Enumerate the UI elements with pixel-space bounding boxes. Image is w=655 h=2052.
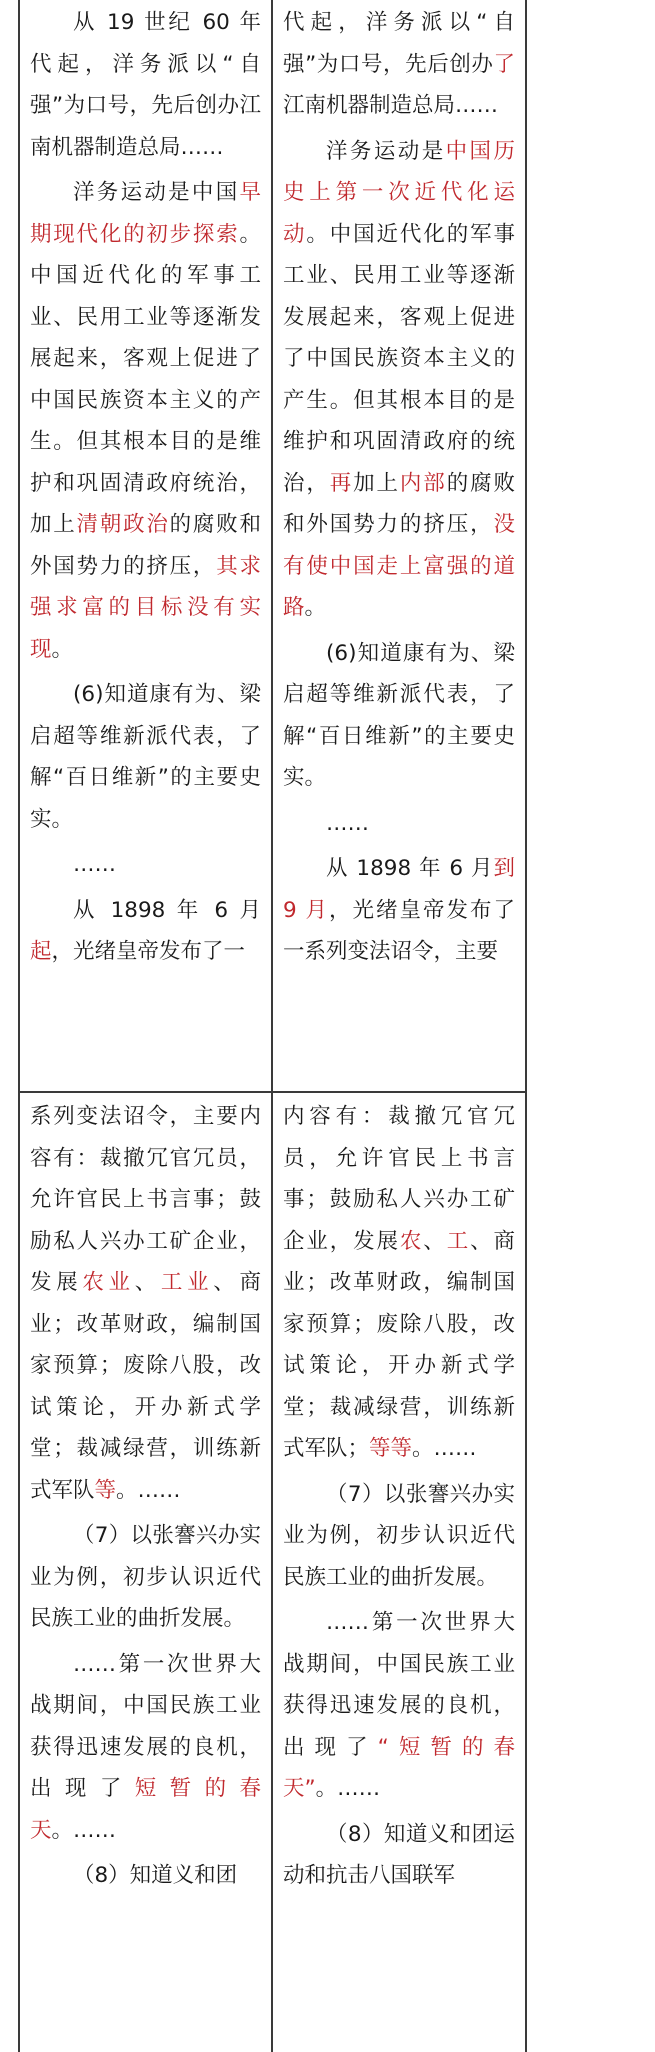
text-run: 洋务运动是中国 [73,180,240,205]
text-run: 的腐败和外国势力的挤压， [283,470,515,537]
text-run: ，光绪皇帝发布了一 [51,939,246,964]
highlighted-text: 没有使中国走上富强的道路 [283,512,515,620]
text-run: （8）知道义和团运动和抗击八国联军 [283,1821,515,1888]
text-run: 从 1898 年 6 月 [73,897,261,923]
highlighted-text: 工 [446,1228,471,1254]
highlighted-text: 到 9 月 [283,856,515,923]
paragraph [283,803,515,845]
cell-top-left-old-text [20,2,271,1090]
paragraph [30,172,261,670]
highlighted-text: 其求强求富的目标没有实现 [30,553,261,662]
highlighted-text: 等等 [369,1436,413,1461]
paragraph [30,1644,261,1852]
text-run: 的腐败和外国势力的挤压， [30,512,261,579]
highlighted-text: 内部 [399,470,447,496]
text-run: 。…… [116,1477,181,1503]
paragraph [30,674,261,840]
highlighted-text: 工业 [160,1270,214,1295]
text-run: 、 [423,1228,447,1254]
text-run: 。 [51,636,74,662]
highlighted-text: 清朝政治 [76,512,170,537]
cell-bottom-left-old-text [20,1096,271,2052]
text-run: 。…… [412,1436,477,1461]
paragraph [283,131,515,629]
text-run: 代起，洋务派以“自强”为口号，先后创办 [283,10,515,77]
text-run: (6)知道康有为、梁启超等维新派代表，了解“百日维新”的主要史实。 [283,640,515,790]
text-run: 、商业；改革财政，编制国家预算；废除八股，改试策论，开办新式学堂；裁减绿营，训练新式军队； [283,1228,515,1461]
highlighted-text: 早期现代化的初步探索 [30,180,261,247]
paragraph [283,1814,515,1897]
text-run: （7）以张謇兴办实业为例，初步认识近代民族工业的曲折发展。 [30,1523,261,1631]
paragraph [30,1096,261,1511]
text-run: …… [326,810,369,836]
text-run: 江南机器制造总局…… [283,93,499,118]
highlighted-text: 起 [30,939,52,964]
text-run: 洋务运动是 [326,138,446,164]
text-run: ……第一次世界大战期间，中国民族工业获得迅速发展的良机，出现了 [283,1610,515,1760]
paragraph [283,1096,515,1470]
text-run: (6)知道康有为、梁启超等维新派代表，了解“百日维新”的主要史实。 [30,682,261,832]
text-run: 内容有：裁撤冗官冗员，允许官民上书言事；鼓励私人兴办工矿企业，发展 [283,1104,515,1254]
highlighted-text: 再 [329,470,354,496]
text-run: （8）知道义和团 [73,1863,238,1888]
highlighted-text: 了 [493,51,515,77]
text-run: 。 [304,595,327,620]
table-row-divider [18,1091,527,1093]
text-run: 。中国近代化的军事工业、民用工业等逐渐发展起来，客观上促进了中国民族资本主义的产生。但其根本目的是维护和巩固清政府的统治， [283,221,515,496]
text-run: 加上 [353,470,400,496]
text-run: 、商业；改革财政，编制国家预算；废除八股，改试策论，开办新式学堂；裁减绿营，训练新式军队 [30,1270,261,1503]
paragraph [30,1515,261,1640]
highlighted-text: “短暂的春天” [283,1734,515,1801]
text-run: …… [73,852,116,877]
highlighted-text: 农业 [82,1270,135,1295]
paragraph [283,1602,515,1810]
text-run: ……第一次世界大战期间，中国民族工业获得迅速发展的良机，出现了 [30,1651,261,1801]
text-run: 从 19 世纪 60 年代起，洋务派以“自强”为口号，先后创办江南机器制造总局…… [30,10,261,160]
paragraph [30,2,261,168]
text-run: 系列变法诏令，主要内容有：裁撤冗官冗员，允许官民上书言事；鼓励私人兴办工矿企业，发展 [30,1104,261,1295]
table-border-right [525,0,527,2052]
cell-top-right-new-text [273,2,525,1090]
highlighted-text: 短暂的春天 [30,1776,261,1843]
text-run: ，光绪皇帝发布了一系列变法诏令，主要 [283,897,515,964]
highlighted-text: 中国历史上第一次近代化运动 [283,138,515,247]
highlighted-text: 等 [94,1477,117,1503]
paragraph [30,844,261,886]
text-run: （7）以张謇兴办实业为例，初步认识近代民族工业的曲折发展。 [283,1481,515,1590]
text-run: 、 [134,1270,161,1295]
paragraph [283,2,515,127]
paragraph [283,848,515,973]
text-run: 。中国近代化的军事工业、民用工业等逐渐发展起来，客观上促进了中国民族资本主义的产生。但其根本目的是维护和巩固清政府统治，加上 [30,221,261,537]
paragraph [283,1474,515,1599]
text-run: 从 1898 年 6 月 [326,856,494,881]
paragraph [283,633,515,799]
cell-bottom-right-new-text [273,1096,525,2052]
highlighted-text: 农 [399,1228,424,1254]
paragraph [30,1855,261,1897]
text-run: 。…… [315,1776,381,1801]
text-run: 。…… [51,1817,117,1843]
paragraph [30,890,261,973]
